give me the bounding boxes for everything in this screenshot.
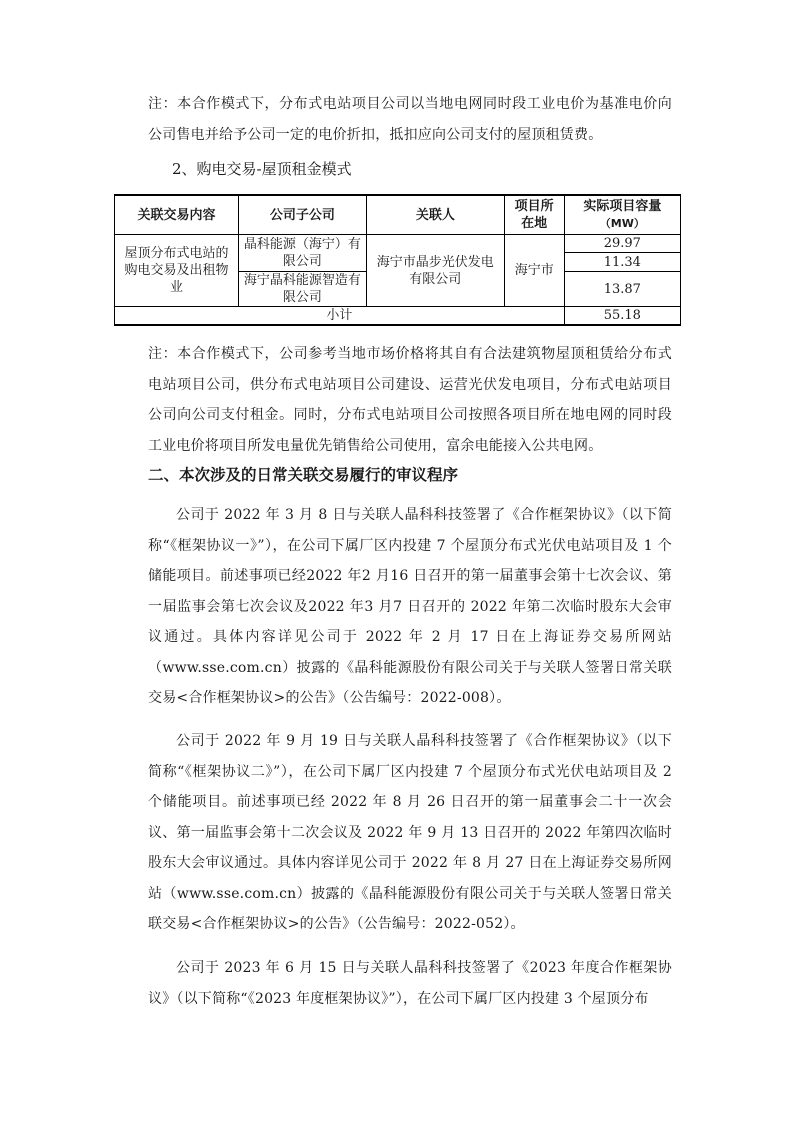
cell-content-text: 屋顶分布式电站的购电交易及出租物业	[124, 246, 229, 295]
subheading-purchase-rent-mode: 2、购电交易-屋顶租金模式	[172, 160, 352, 178]
header-content: 关联交易内容	[115, 195, 239, 235]
cell-capacity-3: 13.87	[564, 272, 680, 307]
cell-subsidiary-1-text: 晶科能源（海宁）有限公司	[243, 237, 361, 269]
cell-subtotal-value: 55.18	[564, 307, 680, 326]
cell-related-party-text: 海宁市晶步光伏发电有限公司	[376, 254, 494, 287]
cell-subsidiary-2-text: 海宁晶科能源智造有限公司	[243, 273, 361, 305]
note-2: 注：本合作模式下，公司参考当地市场价格将其自有合法建筑物屋顶租赁给分布式电站项目公司，供分布式电站项目公司建设、运营光伏发电项目，分布式电站项目公司向公司支付租金。同时，分布式电站项目公司按照各项目所在地电网的同时段工业电价将项目所发电量优先销售给公司使用，富余电能接入公共电网。	[148, 346, 672, 454]
cell-subtotal-label: 小计	[115, 307, 565, 326]
table-header-row	[115, 195, 681, 235]
paragraph-1: 公司于 2022 年 3 月 8 日与关联人晶科科技签署了《合作框架协议》（以下简称“《框架协议一》”），在公司下属厂区内投建 7 个屋顶分布式光伏电站项目及 1 个储能项目。前述事项已经2022 年2 月16 日召开的第一届董事会第十七次会议、第一届监事会第七次会议及2022 年3 月7 日召开的 2022 年第二次临时股东大会审议通过。具体内容详见公司于 2022 年 2 月 17 日在上海证券交易所网站（www.sse.com.cn）披露的《晶科能源股份有限公司关于与关联人签署日常关联交易<合作框架协议>的公告》（公告编号：2022-008）。	[148, 507, 672, 706]
related-transaction-table	[114, 194, 681, 326]
table-row	[115, 235, 681, 253]
header-related-party: 关联人	[366, 195, 504, 235]
note-1: 注：本合作模式下，分布式电站项目公司以当地电网同时段工业电价为基准电价向公司售电并给予公司一定的电价折扣，抵扣应向公司支付的屋顶租赁费。	[148, 96, 672, 143]
cell-subsidiary-1	[238, 235, 366, 272]
header-location-text: 项目所在地	[514, 199, 554, 231]
header-capacity-unit: （MW）	[599, 217, 645, 230]
cell-capacity-1: 29.97	[564, 235, 680, 253]
table-subtotal-row	[115, 307, 681, 326]
cell-related-party	[366, 235, 504, 307]
header-location	[504, 195, 564, 235]
cell-capacity-2: 11.34	[564, 253, 680, 272]
cell-content	[115, 235, 239, 307]
paragraph-2: 公司于 2022 年 9 月 19 日与关联人晶科科技签署了《合作框架协议》（以下简称“《框架协议二》”），在公司下属厂区内投建 7 个屋顶分布式光伏电站项目及 2 个储能项目。前述事项已经 2022 年 8 月 26 日召开的第一届董事会二十一次会议、第一届监事会第十二次会议及 2022 年 9 月 13 日召开的 2022 年第四次临时股东大会审议通过。具体内容详见公司于 2022 年 8 月 27 日在上海证券交易所网站（www.sse.com.cn）披露的《晶科能源股份有限公司关于与关联人签署日常关联交易<合作框架协议>的公告》（公告编号：2022-052）。	[148, 733, 672, 932]
header-capacity-text: 实际项目容量	[583, 199, 662, 214]
cell-subsidiary-2	[238, 272, 366, 307]
section-heading: 二、本次涉及的日常关联交易履行的审议程序	[148, 466, 459, 484]
header-subsidiary: 公司子公司	[238, 195, 366, 235]
header-capacity	[564, 195, 680, 235]
paragraph-3: 公司于 2023 年 6 月 15 日与关联人晶科科技签署了《2023 年度合作框架协议》（以下简称“《2023 年度框架协议》”），在公司下属厂区内投建 3 个屋顶分布	[148, 960, 672, 1007]
cell-location: 海宁市	[504, 235, 564, 307]
